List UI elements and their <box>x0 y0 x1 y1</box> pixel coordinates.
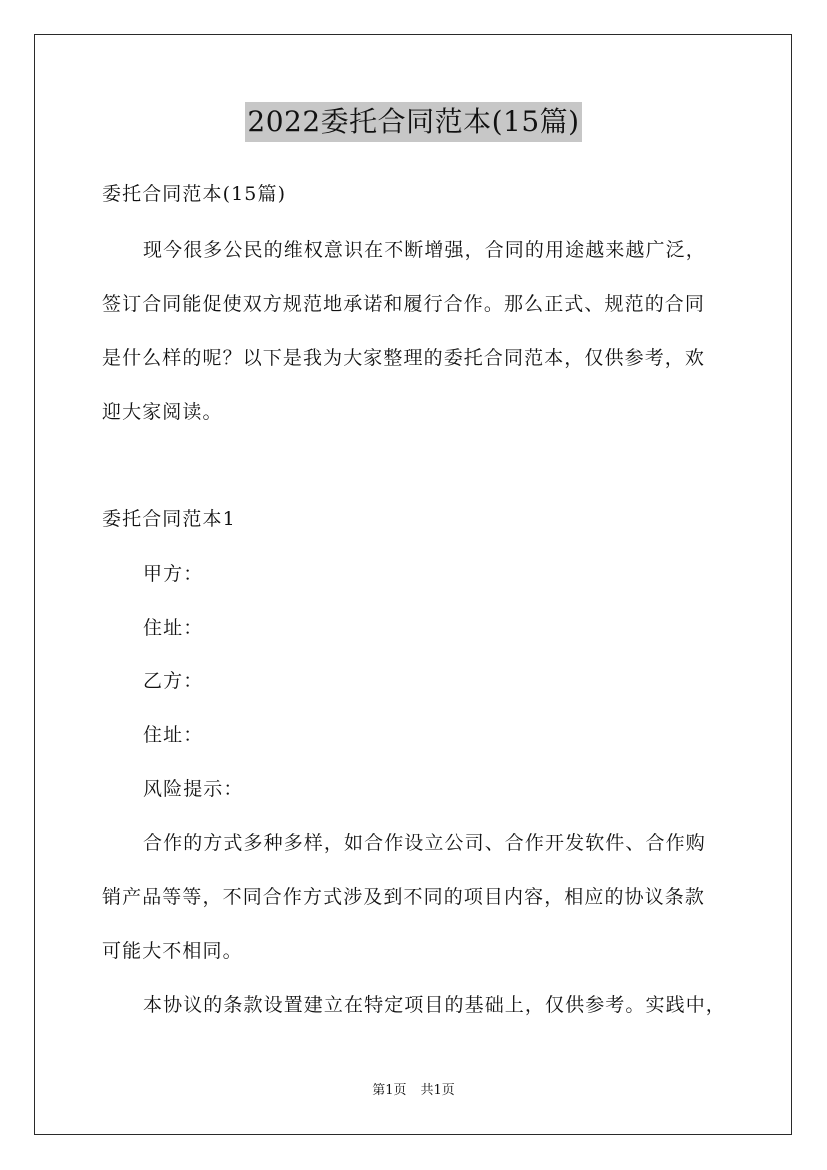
clause-line: 本协议的条款设置建立在特定项目的基础上，仅供参考。实践中， <box>143 994 726 1016</box>
document-title: 2022委托合同范本(15篇) <box>245 102 581 142</box>
intro-line-3: 是什么样的呢？以下是我为大家整理的委托合同范本，仅供参考，欢 <box>102 347 706 369</box>
document-subtitle: 委托合同范本(15篇) <box>102 183 287 205</box>
intro-line-4: 迎大家阅读。 <box>102 401 223 423</box>
risk-paragraph-line-1: 合作的方式多种多样，如合作设立公司、合作开发软件、合作购 <box>143 832 706 854</box>
intro-line-2: 签订合同能促使双方规范地承诺和履行合作。那么正式、规范的合同 <box>102 293 706 315</box>
risk-heading: 风险提示： <box>143 778 244 800</box>
party-b-label: 乙方： <box>143 670 204 692</box>
party-b-address-label: 住址： <box>143 724 204 746</box>
page-number: 第1页 <box>372 1083 407 1098</box>
section-heading: 委托合同范本1 <box>102 508 236 530</box>
party-a-label: 甲方： <box>143 563 204 585</box>
risk-paragraph-line-3: 可能大不相同。 <box>102 940 243 962</box>
total-pages: 共1页 <box>420 1083 455 1098</box>
party-a-address-label: 住址： <box>143 617 204 639</box>
title-container <box>0 102 827 142</box>
page-footer <box>0 1082 827 1100</box>
intro-line-1: 现今很多公民的维权意识在不断增强，合同的用途越来越广泛， <box>143 239 706 261</box>
risk-paragraph-line-2: 销产品等等，不同合作方式涉及到不同的项目内容，相应的协议条款 <box>102 886 706 908</box>
